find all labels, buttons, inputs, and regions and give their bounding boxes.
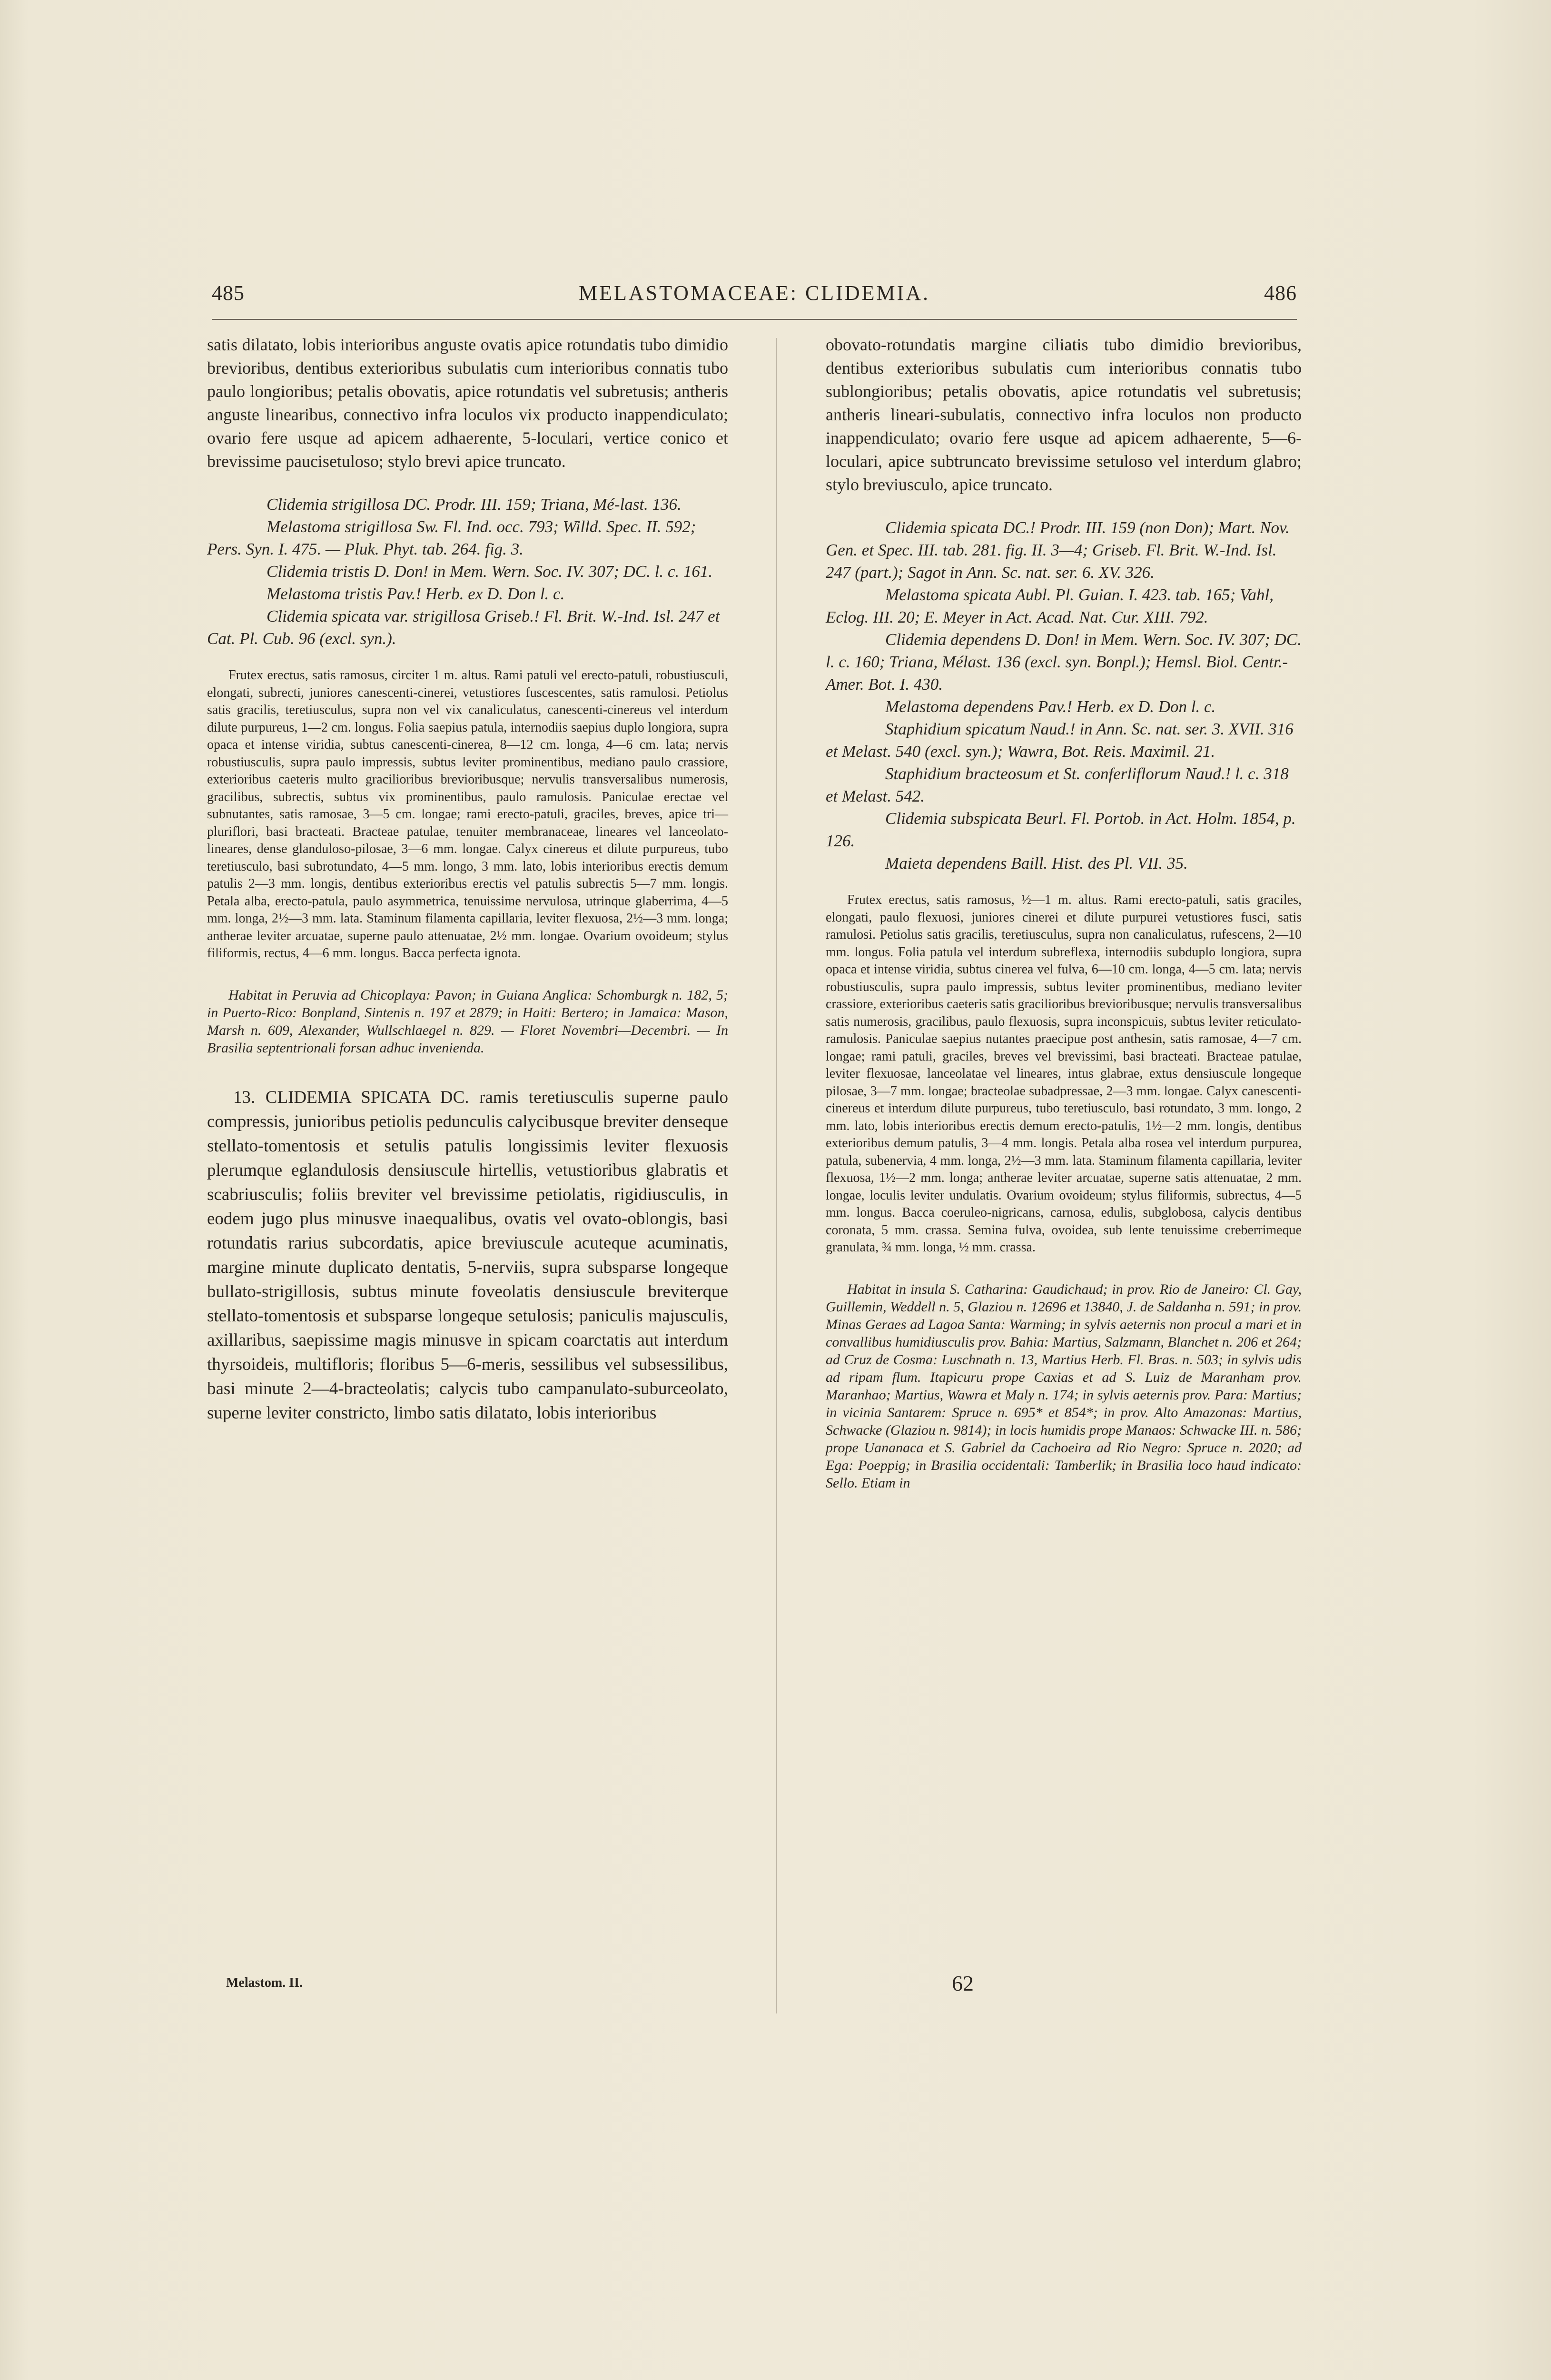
synonym-entry: Melastoma dependens Pav.! Herb. ex D. Don l. c. [885, 697, 1216, 716]
synonym-entry: Melastoma spicata Aubl. Pl. Guian. I. 423. tab. 165; Vahl, Eclog. III. 20; E. Meyer in Act. Acad. Nat. Cur. XIII. 792. [826, 585, 1274, 626]
species-paragraph [207, 1085, 728, 1425]
synonym-entry: Clidemia spicata var. strigillosa Griseb.! Fl. Brit. W.-Ind. Isl. 247 et Cat. Pl. Cub. 96 (excl. syn.). [207, 607, 720, 648]
species-heading: 13. CLIDEMIA SPICATA DC. [233, 1087, 469, 1107]
column-divider [776, 338, 777, 2013]
left-intro-paragraph: satis dilatato, lobis interioribus anguste ovatis apice rotundatis tubo dimidio brevioribus, dentibus exterioribus subulatis cum interioribus connatis tubo paulo longioribus; petalis obovatis, apice rotundatis vel subretusis; antheris anguste linearibus, connectivo infra loculos vix producto inappendiculato; ovario fere usque ad apicem adhaerente, 5-loculari, vertice conico et brevissime paucisetuloso; stylo brevi apice truncato. [207, 335, 728, 471]
left-page-number: 485 [212, 281, 245, 305]
right-description: Frutex erectus, satis ramosus, ½—1 m. altus. Rami erecto-patuli, satis graciles, elongati, paulo flexuosi, juniores cinerei et dilute purpurei vetustiores fusci, satis ramulosi. Petiolus satis gracilis, teretiusculus, supra non canaliculatus, rufescens, 2—10 mm. longus. Folia patula vel interdum subreflexa, internodiis subduplo longiora, supra opaca et intense viridia, subtus cinerea vel fulva, 6—10 cm. longa, 4—5 cm. lata; nervis robustiusculis, supra paulo impressis, subtus leviter prominentibus, mediano leviter crassiore, exterioribus caeteris satis gracilioribus brevioribusque; nervulis transversalibus satis numerosis, gracilibus, paulo flexuosis, supra inconspicuis, subtus leviter reticulato-ramulosis. Paniculae saepius nutantes praecipue post anthesin, satis ramosae, 4—7 cm. longae; rami patuli, graciles, breves vel brevissimi, basi bracteati. Bracteae patulae, leviter flexuosae, lanceolatae vel lineares, intus glabrae, extus densiuscule longeque pilosae, 3—7 mm. longae; bracteolae subadpressae, 2—3 mm. longae. Calyx canescenti-cinereus et interdum dilute purpureus, tubo teretiusculo, basi rotundato, 3 mm. longo, 2 mm. lato, lobis interioribus erectis demum erecto-patulis, 1½—2 mm. longis, dentibus exterioribus demum patulis, 3—4 mm. longis. Petala alba rosea vel interdum purpurea, patula, subenervia, 4 mm. longa, 2½—3 mm. lata. Staminum filamenta capillaria, leviter flexuosa, 1½—2 mm. longa; antherae leviter arcuatae, superne satis attenuatae, 2 mm. longae, loculis leviter undulatis. Ovarium ovoideum; stylus filiformis, subrectus, 4—5 mm. longus. Bacca coeruleo-nigricans, carnosa, edulis, subglobosa, calycis dentibus coronata, 5 mm. crassa. Semina fulva, ovoidea, sub lente tenuissime creberrimeque granulata, ¾ mm. longa, ½ mm. crassa. [826, 892, 1302, 1255]
synonym-entry: Maieta dependens Baill. Hist. des Pl. VII. 35. [885, 854, 1188, 873]
left-synonymy [207, 493, 728, 650]
synonym-entry: Clidemia subspicata Beurl. Fl. Portob. in Act. Holm. 1854, p. 126. [826, 809, 1296, 850]
running-title: MELASTOMACEAE: CLIDEMIA. [578, 281, 930, 305]
synonym-entry: Staphidium bracteosum et St. conferliflorum Naud.! l. c. 318 et Melast. 542. [826, 764, 1289, 805]
right-column [826, 333, 1302, 1492]
right-synonymy [826, 516, 1302, 874]
left-column [207, 333, 728, 1425]
species-diagnosis: ramis teretiusculis superne paulo compressis, junioribus petiolis pedunculis calycibusque breviter denseque stellato-tomentosis et setulis patulis longissimis leviter flexuosis plerumque eglandulosis densiuscule hirtellis, vetustioribus glabratis et scabriusculis; foliis breviter vel brevissime petiolatis, rigidiusculis, in eodem jugo plus minusve inaequalibus, ovatis vel ovato-oblongis, basi rotundatis rarius subcordatis, apice breviuscule acuteque acuminatis, margine minute duplicato dentatis, 5-nerviis, supra subsparse longeque bullato-strigillosis, subtus minute foveolatis densiuscule breviterque stellato-tomentosis et subsparse longeque setulosis; paniculis majusculis, axillaribus, saepissime magis minusve in spicam coarctatis aut interdum thyrsoideis, multifloris; floribus 5—6-meris, sessilibus vel subsessilibus, basi minute 2—4-bracteolatis; calycis tubo campanulato-suburceolato, superne leviter constricto, limbo satis dilatato, lobis interioribus [207, 1087, 728, 1423]
right-intro-paragraph: obovato-rotundatis margine ciliatis tubo dimidio brevioribus, dentibus exterioribus subulatis cum interioribus connatis tubo sublongioribus; petalis obovatis, apice rotundatis vel subretusis; antheris lineari-subulatis, connectivo infra loculos non producto inappendiculato; ovario fere usque ad apicem adhaerente, 5—6-loculari, apice subtruncato brevissime setuloso vel interdum glabro; stylo breviusculo, apice truncato. [826, 335, 1302, 494]
header-rule [212, 319, 1297, 320]
left-habitat: Habitat in Peruvia ad Chicoplaya: Pavon; in Guiana Anglica: Schomburgk n. 182, 5; in Puerto-Rico: Bonpland, Sintenis n. 197 et 2879; in Haiti: Bertero; in Jamaica: Mason, Marsh n. 609, Alexander, Wullschlaegel n. 829. — Floret Novembri—Decembri. — In Brasilia septentrionali forsan adhuc invenienda. [207, 987, 728, 1056]
synonym-entry: Clidemia dependens D. Don! in Mem. Wern. Soc. IV. 307; DC. l. c. 160; Triana, Mélast. 136 (excl. syn. Bonpl.); Hemsl. Biol. Centr.-Amer. Bot. I. 430. [826, 630, 1302, 694]
running-header [212, 281, 1297, 314]
right-page-number: 486 [1264, 281, 1297, 305]
synonym-entry: Clidemia spicata DC.! Prodr. III. 159 (non Don); Mart. Nov. Gen. et Spec. III. tab. 281. fig. II. 3—4; Griseb. Fl. Brit. W.-Ind. Isl. 247 (part.); Sagot in Ann. Sc. nat. ser. 6. XV. 326. [826, 518, 1290, 582]
synonym-entry: Clidemia strigillosa DC. Prodr. III. 159; Triana, Mé-last. 136. [267, 495, 682, 514]
right-habitat: Habitat in insula S. Catharina: Gaudichaud; in prov. Rio de Janeiro: Cl. Gay, Guillemin, Weddell n. 5, Glaziou n. 12696 et 13840, J. de Saldanha n. 591; in prov. Minas Geraes ad Lagoa Santa: Warming; in sylvis aeternis non procul a mari et in convallibus humidiusculis prov. Bahia: Martius, Salzmann, Blanchet n. 206 et 264; ad Cruz de Cosma: Luschnath n. 13, Martius Herb. Fl. Bras. n. 503; in sylvis udis ad ripam flum. Itapicuru prope Caxias et ad S. Luiz de Maranham prov. Maranhao; Martius, Wawra et Maly n. 174; in sylvis aeternis prov. Para: Martius; in vicinia Santarem: Spruce n. 695* et 854*; in prov. Alto Amazonas: Martius, Schwacke (Glaziou n. 9814); in locis humidis prope Manaos: Schwacke III. n. 586; prope Uananaca et S. Gabriel da Cachoeira ad Rio Negro: Spruce n. 2020; ad Ega: Poeppig; in Brasilia occidentali: Tamberlik; in Brasilia loco haud indicato: Sello. Etiam in [826, 1281, 1302, 1491]
synonym-entry: Clidemia tristis D. Don! in Mem. Wern. Soc. IV. 307; DC. l. c. 161. [267, 562, 713, 581]
volume-footer: Melastom. II. [226, 1975, 303, 1990]
signature-mark: 62 [952, 1971, 974, 1995]
synonym-entry: Melastoma tristis Pav.! Herb. ex D. Don l. c. [267, 585, 565, 603]
left-description: Frutex erectus, satis ramosus, circiter 1 m. altus. Rami patuli vel erecto-patuli, robustiusculi, elongati, subrecti, juniores canescenti-cinerei, vetustiores fuscescentes, satis ramulosi. Petiolus satis gracilis, teretiusculus, supra non vel vix canaliculatus, canescenti-cinereus vel interdum dilute purpureus, 1—2 cm. longus. Folia saepius patula, internodiis saepius duplo longiora, supra opaca et intense viridia, subtus canescenti-cinerea, 8—12 cm. longa, 4—6 cm. lata; nervis robustiusculis, supra paulo impressis, subtus leviter prominentibus, mediano paulo crassiore, exterioribus caeteris multo gracilioribus brevioribusque; nervulis transversalibus numerosis, gracilibus, subrectis, subtus vix prominentibus, paulo ramulosis. Paniculae erectae vel subnutantes, satis ramosae, 3—5 cm. longae; rami erecto-patuli, graciles, breves, apice tri—pluriflori, basi bracteati. Bracteae patulae, tenuiter membranaceae, lineares vel lanceolato-lineares, dense glanduloso-pilosae, 3—6 mm. longae. Calyx cinereus et dilute purpureus, tubo teretiusculo, basi subrotundato, 4—5 mm. longo, 3 mm. lato, lobis interioribus erectis demum patulis 2—3 mm. longis, dentibus exterioribus erectis vel patulis subrectis 5—7 mm. longis. Petala alba, erecto-patula, paulo asymmetrica, tenuissime nervulosa, utrinque glaberrima, 4—5 mm. longa, 2½—3 mm. lata. Staminum filamenta capillaria, leviter flexuosa, 2½—3 mm. longa; antherae leviter arcuatae, superne paulo attenuatae, 2½ mm. longae. Ovarium ovoideum; stylus filiformis, rectus, 4—6 mm. longus. Bacca perfecta ignota. [207, 668, 728, 961]
synonym-entry: Staphidium spicatum Naud.! in Ann. Sc. nat. ser. 3. XVII. 316 et Melast. 540 (excl. syn.); Wawra, Bot. Reis. Maximil. 21. [826, 720, 1294, 761]
synonym-entry: Melastoma strigillosa Sw. Fl. Ind. occ. 793; Willd. Spec. II. 592; Pers. Syn. I. 475. — Pluk. Phyt. tab. 264. fig. 3. [207, 517, 696, 558]
